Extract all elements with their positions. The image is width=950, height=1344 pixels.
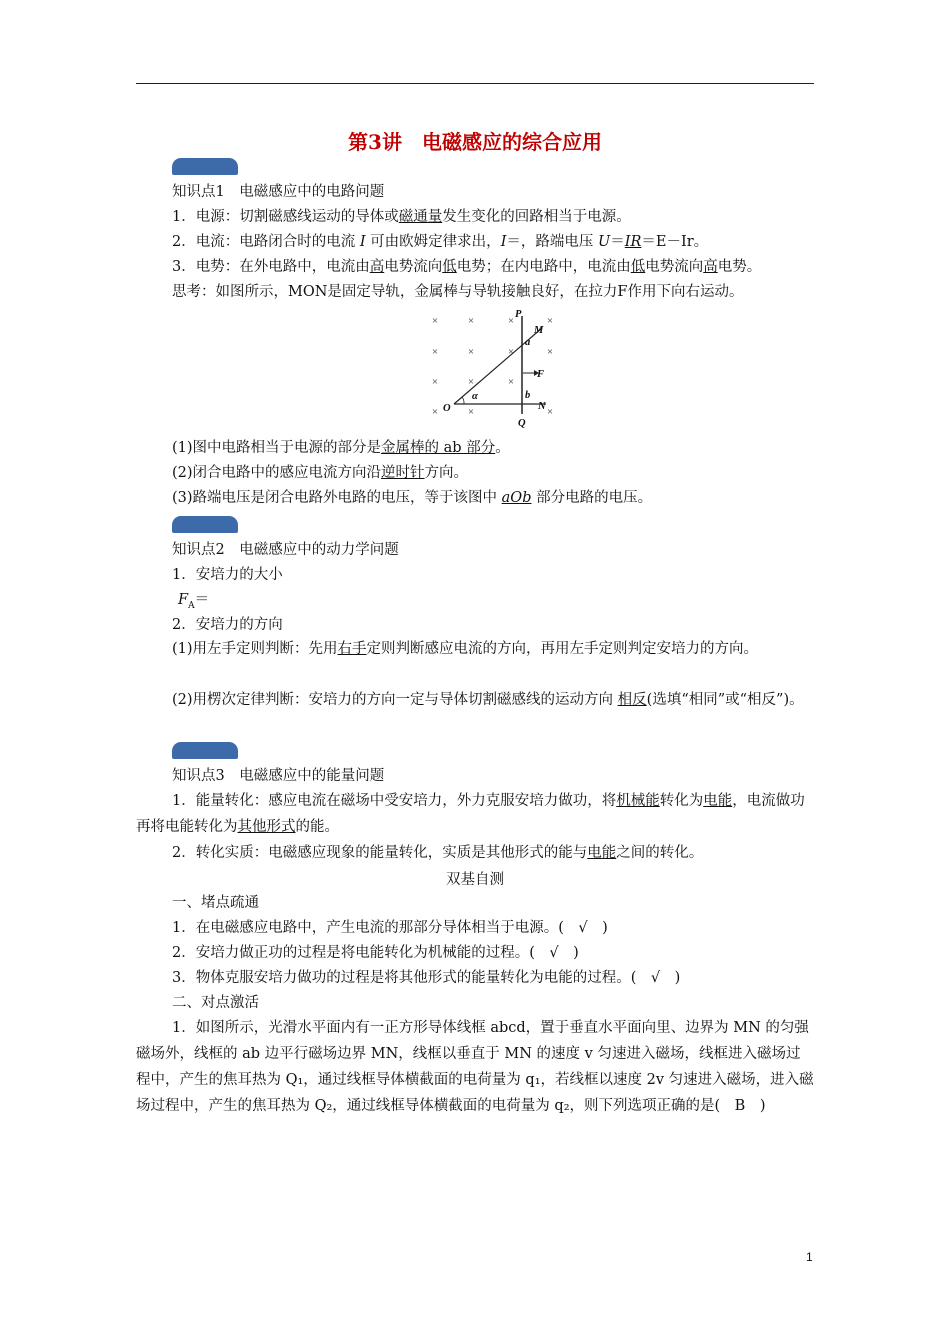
- text: 之间的转化。: [616, 845, 704, 861]
- page-number: 1: [806, 1250, 813, 1264]
- self-test-item-2: 2．安培力做正功的过程是将电能转化为机械能的过程。( √ ): [172, 945, 579, 961]
- label-b: b: [525, 390, 531, 401]
- text: 3．电势：在外电路中，电流由: [172, 259, 370, 275]
- answer: 逆时针: [381, 465, 425, 481]
- answer: 机械能: [616, 793, 660, 809]
- k2-paragraph-1: [136, 636, 814, 662]
- text: ＝E－Ir。: [641, 234, 709, 250]
- k1-question-3: [172, 487, 652, 509]
- answer: 电能: [703, 793, 733, 809]
- answer: IR: [624, 234, 642, 250]
- answer: 高: [703, 259, 718, 275]
- k1-heading: 知识点1 电磁感应中的电路问题: [172, 184, 385, 200]
- symbol: U: [598, 234, 611, 250]
- answer: 低: [442, 259, 457, 275]
- answer: 磁通量: [398, 209, 443, 225]
- text: 可由欧姆定律求出，: [365, 234, 501, 250]
- text: 2．电流：电路闭合时的电流: [172, 234, 360, 250]
- field-cross: ×: [546, 406, 554, 418]
- k2-item-2: 2．安培力的方向: [172, 617, 283, 633]
- field-cross: ×: [431, 406, 439, 418]
- k3-heading: 知识点3 电磁感应中的能量问题: [172, 768, 385, 784]
- answer: 右手: [337, 641, 367, 657]
- self-test-title: 双基自测: [446, 872, 504, 888]
- text: (1)图中电路相当于电源的部分是: [172, 440, 382, 456]
- answer: 低: [630, 259, 646, 275]
- field-cross: ×: [546, 346, 554, 358]
- problem-1: 1．如图所示，光滑水平面内有一正方形导体线框 abcd，置于垂直水平面向里、边界为 MN 的匀强磁场外，线框的 ab 边平行磁场边界 MN，线框以垂直于 MN 的速度 v 匀速进入磁场，线框进入磁场过程中，产生的焦耳热为 Q₁，通过线框导体横截面的电荷量为 q₁，若线框以速度 2v 匀速进入磁场，进入磁场过程中，产生的焦耳热为 Q₂，通过线框导体横截面的电荷量为 q₂，则下列选项正确的是( B ): [136, 1020, 814, 1114]
- k3-paragraph-2: [172, 842, 703, 864]
- self-test-item-3: 3．物体克服安培力做功的过程是将其他形式的能量转化为电能的过程。( √ ): [172, 970, 681, 986]
- k1-think: 思考：如图所示，MON是固定导轨，金属棒与导轨接触良好，在拉力F作用下向右运动。: [172, 284, 744, 300]
- text: (2)用楞次定律判断：安培力的方向一定与导体切割磁感线的运动方向: [172, 692, 618, 708]
- field-cross: ×: [507, 315, 515, 327]
- answer: 其他形式: [237, 819, 296, 835]
- answer: aOb: [501, 490, 532, 506]
- text: 部分电路的电压。: [531, 490, 653, 506]
- symbol: I: [359, 234, 366, 250]
- text: (1)用左手定则判断：先用: [172, 641, 338, 657]
- self-test-section-2: 二、对点激活: [172, 995, 259, 1011]
- k2-heading: 知识点2 电磁感应中的动力学问题: [172, 542, 399, 558]
- text: 发生变化的回路相当于电源。: [442, 209, 631, 225]
- text: 电势；在内电路中，电流由: [456, 259, 631, 275]
- field-cross: ×: [467, 406, 475, 418]
- answer: 高: [369, 259, 385, 275]
- symbol: I: [500, 234, 507, 250]
- label-o: O: [443, 403, 451, 414]
- text: ＝: [194, 592, 210, 608]
- answer: 金属棒的 ab 部分: [381, 440, 496, 456]
- k1-question-2: [172, 462, 468, 484]
- rail-figure: [418, 308, 568, 432]
- text: (选填“相同”或“相反”)。: [646, 692, 804, 708]
- text: (2)闭合电路中的感应电流方向沿: [172, 465, 382, 481]
- k2-paragraph-2: [136, 687, 814, 713]
- text: 。: [495, 440, 510, 456]
- k2-item-1: 1．安培力的大小: [172, 567, 283, 583]
- k1-item-3: [172, 256, 761, 278]
- text: 1．能量转化：感应电流在磁场中受安培力，外力克服安培力做功，将: [172, 793, 617, 809]
- k2-formula: [178, 589, 209, 617]
- label-q: Q: [518, 418, 526, 429]
- text: 电势流向: [384, 259, 443, 275]
- text: 的能。: [295, 819, 339, 835]
- label-m: M: [534, 325, 544, 336]
- text: ，电流做功再将电能转化为: [136, 793, 805, 835]
- text: 2．转化实质：电磁感应现象的能量转化，实质是其他形式的能与: [172, 845, 588, 861]
- field-cross: ×: [431, 346, 439, 358]
- page-title: 第3讲 电磁感应的综合应用: [348, 130, 602, 154]
- section-tag: [172, 742, 238, 759]
- k3-paragraph-1: [136, 788, 814, 840]
- field-cross: ×: [467, 315, 475, 327]
- self-test-item-1: 1．在电磁感应电路中，产生电流的那部分导体相当于电源。( √ ): [172, 920, 608, 936]
- text: (3)路端电压是闭合电路外电路的电压，等于该图中: [172, 490, 502, 506]
- section-tag: [172, 516, 238, 533]
- field-cross: ×: [546, 315, 554, 327]
- symbol: F: [178, 592, 189, 608]
- text: 定则判断感应电流的方向，再用左手定则判定安培力的方向。: [366, 641, 759, 657]
- label-f: F: [537, 369, 545, 380]
- label-alpha: α: [472, 391, 478, 402]
- answer: 电能: [587, 845, 617, 861]
- text: ＝，路端电压: [506, 234, 599, 250]
- k1-item-1: [172, 206, 631, 228]
- section-tag: [172, 158, 238, 175]
- text: 转化为: [659, 793, 704, 809]
- text: ＝: [610, 234, 625, 250]
- field-cross: ×: [507, 376, 515, 388]
- field-cross: ×: [507, 346, 515, 358]
- text: 电势。: [717, 259, 762, 275]
- k1-question-1: [172, 437, 510, 459]
- field-cross: ×: [467, 346, 475, 358]
- self-test-section-1: 一、堵点疏通: [172, 895, 259, 911]
- text: 方向。: [424, 465, 469, 481]
- label-a: a: [525, 337, 531, 348]
- label-p: P: [515, 309, 522, 320]
- header-rule: [136, 83, 814, 84]
- label-n: N: [538, 401, 546, 412]
- field-cross: ×: [467, 376, 475, 388]
- field-cross: ×: [431, 376, 439, 388]
- text: 1．电源：切割磁感线运动的导体或: [172, 209, 399, 225]
- angle-arc: [462, 397, 464, 404]
- field-cross: ×: [431, 315, 439, 327]
- text: 电势流向: [645, 259, 704, 275]
- k1-item-2: [172, 231, 708, 253]
- subscript: A: [188, 600, 195, 611]
- answer: 相反: [617, 692, 647, 708]
